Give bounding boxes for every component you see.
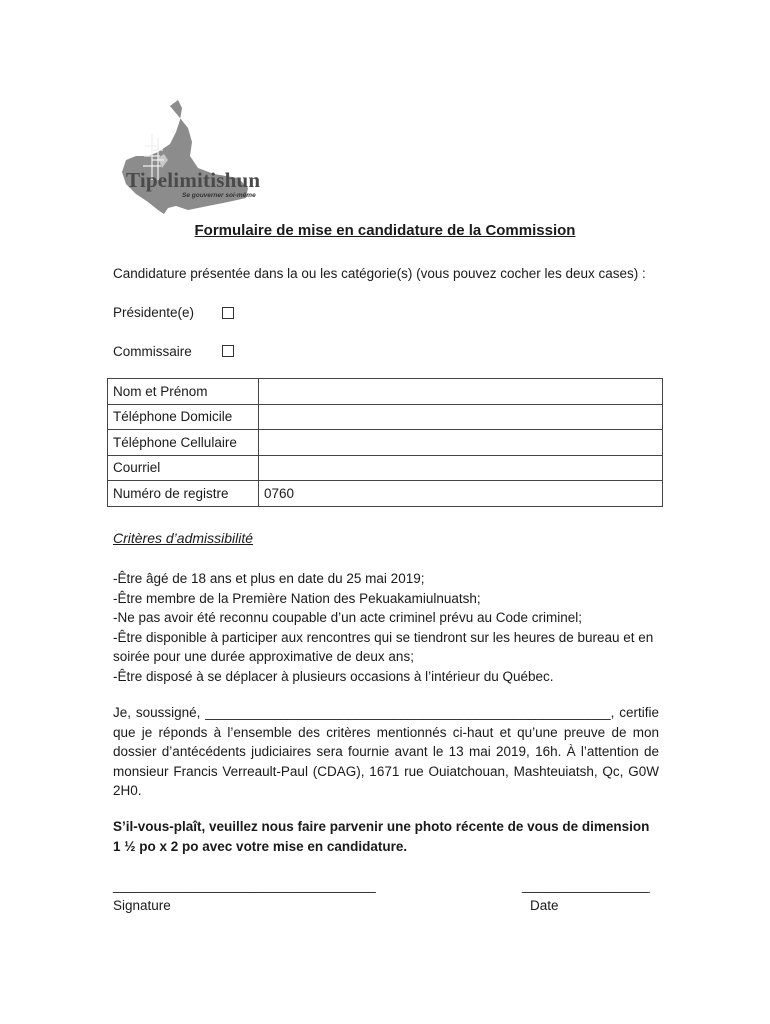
field-value-telephone-domicile[interactable] <box>259 404 663 430</box>
logo-wordmark: Tipelimitishun <box>126 168 261 192</box>
field-label-numero-registre: Numéro de registre <box>108 481 259 507</box>
criteria-item: -Être membre de la Première Nation des Pekuakamiulnuatsh; <box>113 590 481 606</box>
criteria-title: Critères d’admissibilité <box>113 530 254 546</box>
criteria-item: -Être disponible à participer aux rencontres qui se tiendront sur les heures de bureau et en soirée pour une durée approximative de deux ans; <box>113 629 654 664</box>
field-label-nom: Nom et Prénom <box>108 379 259 405</box>
page-title: Formulaire de mise en candidature de la Commission <box>194 222 576 239</box>
photo-note: S’il-vous-plaît, veuillez nous faire parvenir une photo récente de vous de dimension 1 ½ po x 2 po avec votre mise en candidature. <box>113 819 650 854</box>
checkbox-commissaire[interactable] <box>222 345 234 357</box>
field-label-telephone-cellulaire: Téléphone Cellulaire <box>108 430 259 456</box>
logo-tagline: Se gouverner soi-même <box>182 192 256 199</box>
table-row <box>108 404 663 430</box>
criteria-item: -Être âgé de 18 ans et plus en date du 25 mai 2019; <box>113 571 425 586</box>
intro-text: Candidature présentée dans la ou les catégorie(s) (vous pouvez cocher les deux cases) : <box>113 266 646 281</box>
field-value-numero-registre[interactable]: 0760 <box>259 481 663 507</box>
criteria-item: -Ne pas avoir été reconnu coupable d’un acte criminel prévu au Code criminel; <box>113 610 582 625</box>
certification-text: Je, soussigné, ______________________________________________________, certifie que je réponds à l’ensemble des critères mentionnés ci-haut et qu’une preuve de mon dossier d’antécédents judiciaires sera fournie avant le 13 mai 2019, 16h. À l’attention de monsieur Francis Verreault-Paul (CDAG), 1671 rue Ouiatchouan, Mashteuiatsh, Qc, G0W 2H0. <box>113 705 659 798</box>
category-label-presidente: Présidente(e) <box>113 305 195 320</box>
date-line[interactable]: _________________ <box>522 878 650 893</box>
table-row <box>108 455 663 481</box>
category-label-commissaire: Commissaire <box>113 344 192 359</box>
field-value-courriel[interactable] <box>259 455 663 481</box>
table-row <box>108 430 663 456</box>
criteria-item: -Être disposé à se déplacer à plusieurs occasions à l’intérieur du Québec. <box>113 668 554 684</box>
field-value-telephone-cellulaire[interactable] <box>259 430 663 456</box>
checkbox-presidente[interactable] <box>222 307 234 319</box>
table-row <box>108 379 663 405</box>
signature-line[interactable]: ___________________________________ <box>113 878 376 893</box>
candidate-info-table <box>107 378 663 507</box>
field-label-telephone-domicile: Téléphone Domicile <box>108 404 259 430</box>
signature-label: Signature <box>113 898 171 913</box>
field-label-courriel: Courriel <box>108 455 259 481</box>
table-row <box>108 481 663 507</box>
date-label: Date <box>530 898 559 913</box>
criteria-list <box>113 569 659 686</box>
field-value-nom[interactable] <box>259 379 663 405</box>
